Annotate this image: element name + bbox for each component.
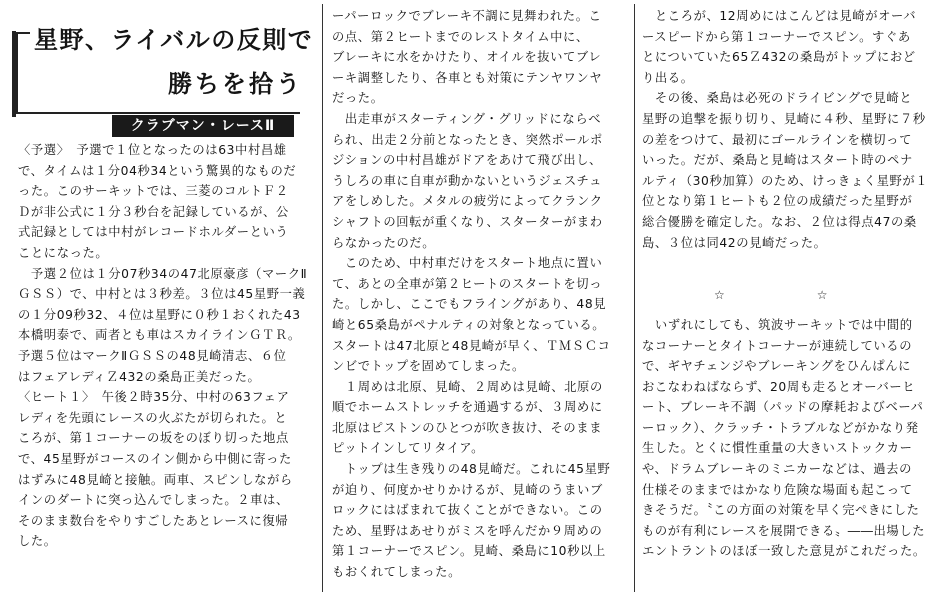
- text-line: した。: [18, 534, 57, 549]
- text-line: 順でホームストレッチを通過するが、３周めに: [332, 400, 603, 415]
- text-line: の１分09秒32、４位は星野に０秒１おくれた43: [18, 307, 301, 322]
- text-line: り出る。: [642, 70, 694, 85]
- text-line: このため、中村車だけをスタート地点に置い: [332, 256, 603, 271]
- text-line: ジションの中村昌雄がドアをあけて飛び出し、: [332, 153, 602, 168]
- title-underline: [16, 112, 300, 114]
- text-line: スタートは47北原と48見崎が早く、ＴＭＳＣコ: [332, 338, 611, 353]
- text-line: だった。: [332, 91, 384, 106]
- text-line: はフェアレディＺ432の桑島正美だった。: [18, 369, 261, 384]
- text-line: 総合優勝を確定した。なお、２位は得点47の桑: [642, 214, 917, 229]
- text-line: ＧＳＳ）で、中村とは３秒差。３位は45星野一義: [18, 287, 306, 302]
- text-line: アをしめした。メタルの疲労によってクランク: [332, 194, 603, 209]
- headline-line-2: 勝ちを拾う: [168, 70, 303, 98]
- text-line: はずみに48見崎と接触。両車、スピンしながら: [18, 472, 293, 487]
- text-line: 予選２位は１分07秒34の47北原豪彦（マークⅡ: [18, 266, 308, 281]
- text-line: [642, 253, 928, 274]
- text-line: 位となり第１ヒートも２位の成績だった星野が: [642, 194, 913, 209]
- text-line: ブレーキに水をかけたり、オイルを抜いてブレ: [332, 50, 602, 65]
- text-line: 島、３位は同42の見崎だった。: [642, 235, 827, 250]
- text-line: シャフトの回転が重くなり、スターターがまわ: [332, 214, 603, 229]
- text-line: ころが、第１コーナーの坂をのぼり切った地点: [18, 431, 289, 446]
- section-break-stars: ☆ ☆: [714, 288, 868, 302]
- text-line: 〈予選〉 予選で１位となったのは63中村昌雄: [18, 143, 287, 157]
- text-line: おこなわねばならず、20周も走るとオーバーヒ: [642, 379, 916, 394]
- text-line: が迫り、何度かせりかけるが、見崎のうまいブ: [332, 482, 603, 497]
- text-line: ため、星野はあせりがミスを呼んだか９周めの: [332, 523, 603, 538]
- text-line: Ｄが非公式に１分３秒台を記録しているが、公: [18, 204, 289, 219]
- text-line: られ、出走２分前となったとき、突然ポールポ: [332, 132, 603, 147]
- text-column-3: [642, 6, 928, 562]
- text-line: ところが、12周めにはこんどは見崎がオーバ: [642, 9, 917, 23]
- text-line: いった。だが、桑島と見崎はスタート時のペナ: [642, 153, 913, 168]
- text-line: とについていた65Ｚ432の桑島がトップにおど: [642, 50, 916, 65]
- text-line: うしろの車に自車が動かないというジェスチュ: [332, 173, 602, 188]
- text-line: インのダートに突っ込んでしまった。２車は、: [18, 493, 289, 508]
- text-line: そのまま数台をやりすごしたあとレースに復帰: [18, 513, 289, 528]
- text-line: ーパーロックでブレーキ不調に見舞われた。こ: [332, 9, 602, 23]
- text-line: もおくれてしまった。: [332, 565, 461, 580]
- text-line: った。このサーキットでは、三菱のコルトＦ２: [18, 184, 289, 199]
- text-line: て、あとの全車が第２ヒートのスタートを切っ: [332, 276, 603, 291]
- text-line: 生した。とくに慣性重量の大きいストックカー: [642, 441, 913, 456]
- text-line: ピットインしてリタイア。: [332, 441, 485, 456]
- text-line: ルティ（30秒加算）のため、けっきょく星野が１: [642, 173, 929, 188]
- text-line: の差をつけて、最初にゴールラインを横切って: [642, 132, 912, 147]
- text-line: ことになった。: [18, 245, 109, 260]
- text-line: トップは生き残りの48見崎だ。これに45星野: [332, 462, 611, 477]
- text-line: 崎と65桑島がペナルティの対象となっている。: [332, 317, 606, 332]
- text-line: エントラントのほぼ一致した意見がこれだった。: [642, 544, 926, 559]
- text-column-1: [18, 140, 307, 552]
- text-line: きそうだ。〝この方面の対策を早く完ぺきにした: [642, 503, 920, 518]
- text-line: ート、ブレーキ不調（パッドの摩耗およびベーパ: [642, 400, 924, 415]
- text-line: １周めは北原、見崎、２周めは見崎、北原の: [332, 379, 603, 394]
- text-line: ものが有利にレースを展開できる〟――出場した: [642, 523, 926, 538]
- text-line: 予選５位はマークⅡＧＳＳの48見崎清志、６位: [18, 348, 287, 363]
- text-line: なコーナーとタイトコーナーが連続しているの: [642, 338, 913, 353]
- text-line: 〈ヒート１〉 午後２時35分、中村の63フェア: [18, 390, 290, 405]
- text-line: 式記録としては中村がレコードホルダーという: [18, 225, 289, 240]
- section-label: クラブマン・レースⅡ: [112, 115, 294, 137]
- column-divider: [634, 4, 635, 592]
- text-line: 北原はピストンのひとつが吹き抜け、そのまま: [332, 420, 603, 435]
- text-line: 本橋明泰で、両者とも車はスカイラインＧＴＲ。: [18, 328, 301, 343]
- text-line: 出走車がスターティング・グリッドにならべ: [332, 111, 602, 126]
- text-line: ンビでトップを固めてしまった。: [332, 359, 525, 374]
- text-line: た。しかし、ここでもフライングがあり、48見: [332, 297, 607, 312]
- column-divider: [322, 4, 323, 592]
- text-line: レディを先頭にレースの火ぶたが切られた。と: [18, 410, 288, 425]
- text-column-2: [332, 6, 611, 583]
- text-line: で、タイムは１分04秒34という驚異的なものだ: [18, 163, 297, 178]
- text-line: で、45星野がコースのイン側から中側に寄った: [18, 451, 292, 466]
- text-line: ースピードから第１コーナーでスピン。すぐあ: [642, 29, 911, 44]
- text-line: や、ドラムブレーキのミニカーなどは、過去の: [642, 462, 912, 477]
- text-line: らなかったのだ。: [332, 235, 436, 250]
- text-line: 星野の追撃を振り切り、見崎に４秒、星野に７秒: [642, 111, 926, 126]
- text-line: 仕様そのままではかなり危険な場面も起こって: [642, 482, 913, 497]
- text-line: その後、桑島は必死のドライビングで見崎と: [642, 91, 913, 106]
- headline-line-1: 星野、ライバルの反則で: [30, 20, 317, 55]
- text-line: 第１コーナーでスピン。見崎、桑島に10秒以上: [332, 544, 606, 559]
- text-line: ロックにはばまれて抜くことができない。この: [332, 503, 603, 518]
- text-line: いずれにしても、筑波サーキットでは中間的: [642, 317, 913, 332]
- text-line: ーキ調整したり、各車とも対策にテンヤワンヤ: [332, 70, 603, 85]
- text-line: で、ギヤチェンジやブレーキングをひんぱんに: [642, 359, 912, 374]
- text-line: の点、第２ヒートまでのレストタイム中に、: [332, 29, 589, 44]
- text-line: ーロック）、クラッチ・トラブルなどがかなり発: [642, 420, 919, 435]
